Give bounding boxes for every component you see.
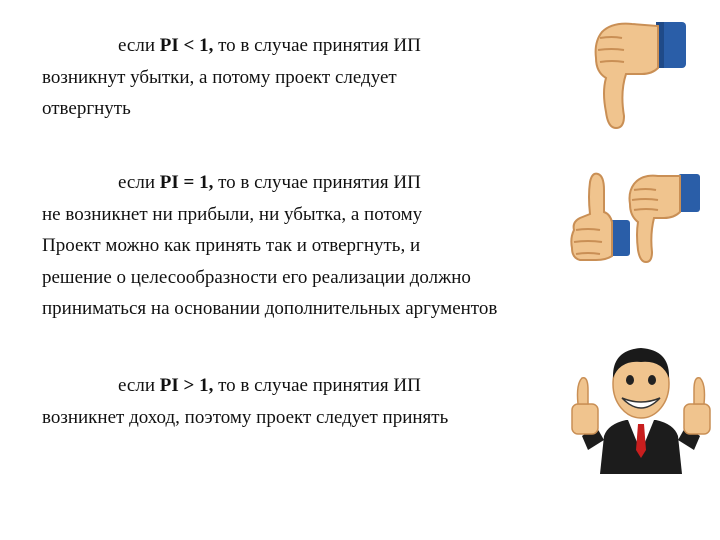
criterion-first-line: если PI < 1, то в случае принятия ИП <box>118 35 421 56</box>
condition-text: PI < 1, <box>159 35 214 56</box>
criterion-pi-equals-one <box>42 167 497 325</box>
businessman-thumbs-up-icon <box>566 340 716 476</box>
criterion-text-line: отвергнуть <box>42 98 131 119</box>
criterion-first-line: если PI > 1, то в случае принятия ИП <box>118 375 421 396</box>
criterion-text-line: возникнет доход, поэтому проект следует принять <box>42 406 449 428</box>
condition-text: PI > 1, <box>159 375 214 396</box>
condition-text: PI = 1, <box>159 172 214 193</box>
criterion-text-line: решение о целесообразности его реализации должно <box>42 266 471 288</box>
criterion-first-line: если PI = 1, то в случае принятия ИП <box>118 172 421 193</box>
thumbs-up-and-down-icon <box>566 168 706 268</box>
criterion-text-line: не возникнет ни прибыли, ни убытка, а потому <box>42 203 423 225</box>
criterion-text-line: возникнут убытки, а потому проект следует <box>42 66 397 88</box>
thumbs-down-icon <box>592 12 692 132</box>
criterion-text-line: приниматься на основании дополнительных аргументов <box>42 298 498 319</box>
criterion-pi-less-than-one <box>42 30 421 125</box>
criterion-pi-greater-than-one <box>42 370 448 433</box>
criterion-text-line: Проект можно как принять так и отвергнуть, и <box>42 235 421 256</box>
